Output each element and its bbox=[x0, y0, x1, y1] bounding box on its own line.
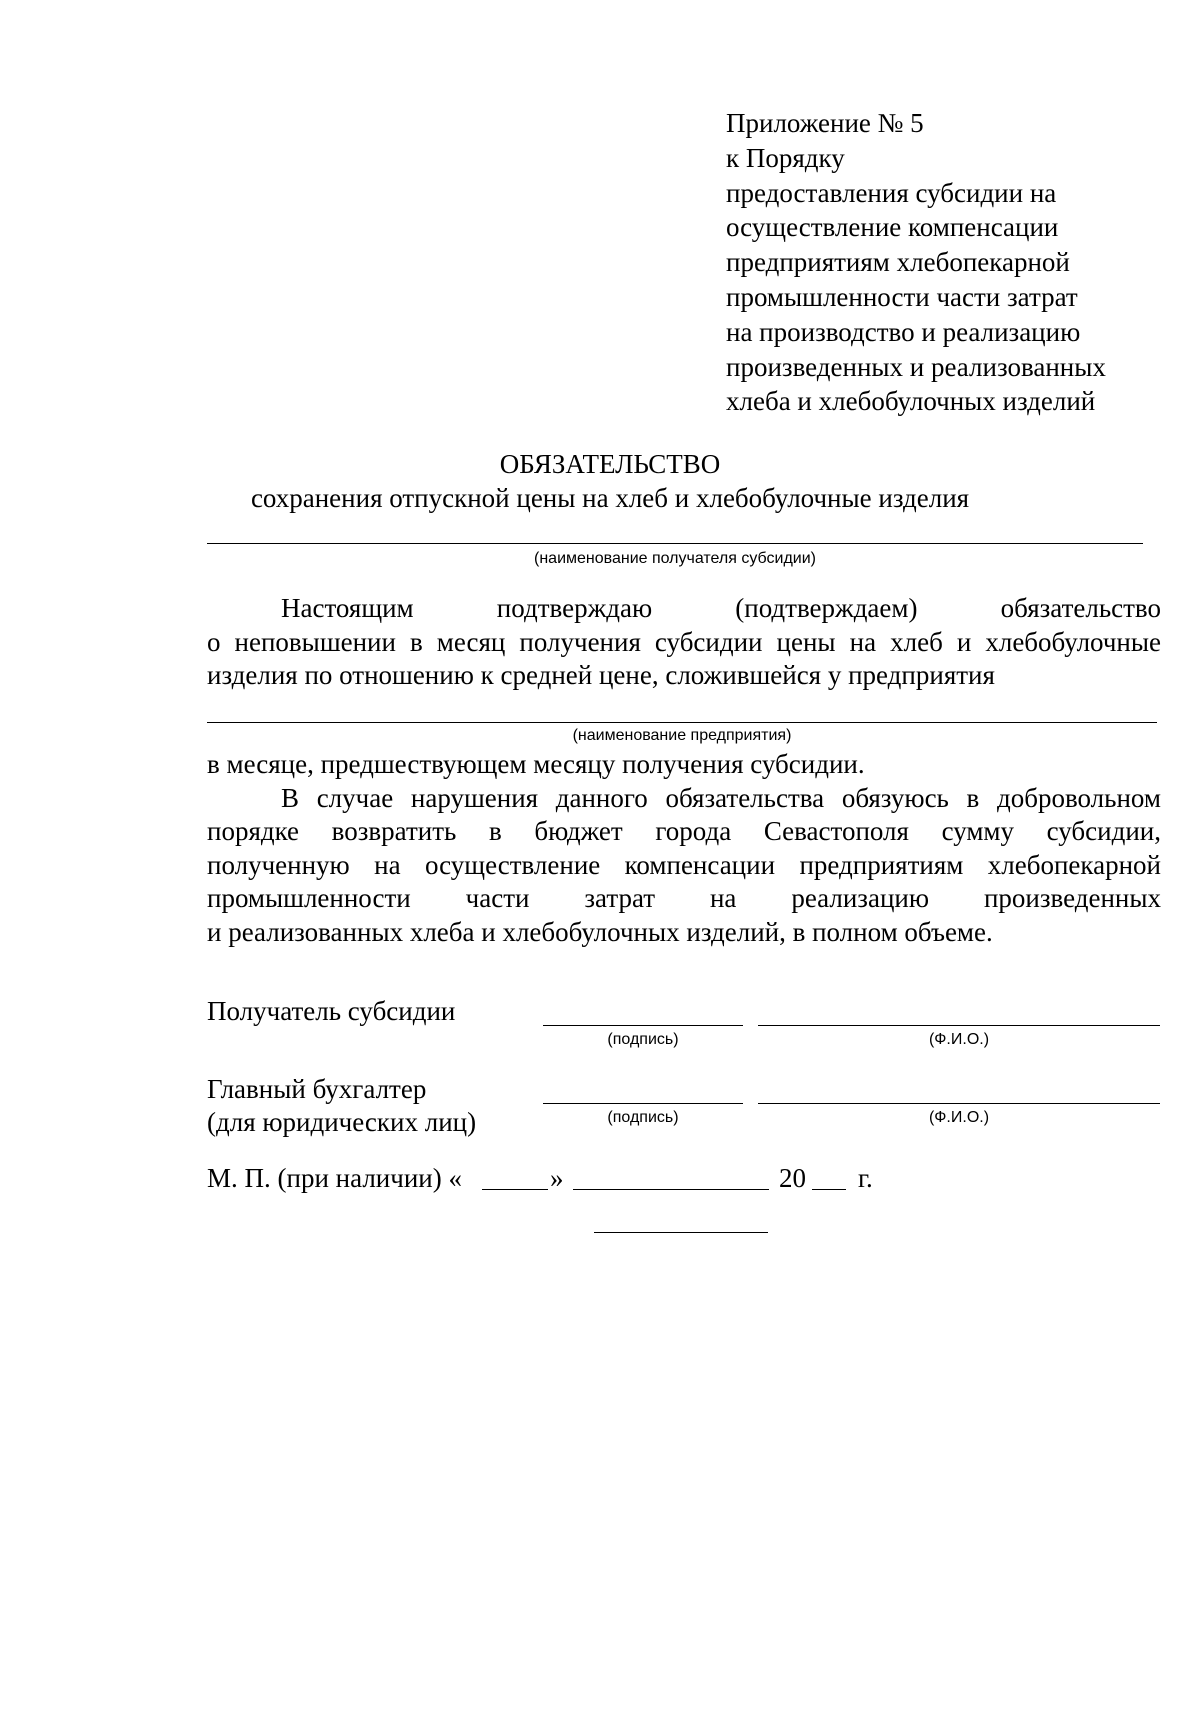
closing-separator bbox=[594, 1232, 768, 1233]
recipient-fio-caption: (Ф.И.О.) bbox=[928, 1031, 990, 1048]
accountant-sublabel: (для юридических лиц) bbox=[207, 1107, 477, 1137]
recipient-signature-line[interactable] bbox=[543, 1025, 743, 1026]
date-year-line[interactable] bbox=[812, 1189, 846, 1190]
appendix-line: к Порядку bbox=[726, 142, 845, 173]
document-title: ОБЯЗАТЕЛЬСТВО bbox=[499, 449, 721, 479]
appendix-header bbox=[726, 106, 1166, 419]
paragraph-line: изделия по отношению к средней цене, сложившейся у предприятия bbox=[207, 660, 995, 690]
paragraph-1 bbox=[207, 592, 1161, 693]
accountant-label: Главный бухгалтер bbox=[207, 1074, 427, 1104]
appendix-line: хлеба и хлебобулочных изделий bbox=[726, 386, 1096, 417]
paragraph-line: и реализованных хлеба и хлебобулочных изделий, в полном объеме. bbox=[207, 916, 993, 947]
paragraph-line: В случае нарушения данного обязательства обязуюсь в добровольном bbox=[281, 782, 1161, 813]
paragraph-line: промышленности части затрат на реализацию произведенных bbox=[207, 883, 1161, 913]
recipient-name-line[interactable] bbox=[207, 543, 1143, 544]
appendix-line: предприятиям хлебопекарной bbox=[726, 247, 1070, 278]
accountant-name-field-line[interactable] bbox=[758, 1103, 1160, 1104]
year-prefix: 20 bbox=[779, 1163, 806, 1193]
paragraph-line: в месяце, предшествующем месяцу получения субсидии. bbox=[207, 749, 865, 779]
date-day-line[interactable] bbox=[482, 1189, 548, 1190]
paragraph-line: порядке возвратить в бюджет города Севастополя сумму субсидии, bbox=[207, 816, 1161, 846]
appendix-line: произведенных и реализованных bbox=[726, 351, 1106, 382]
accountant-signature-caption: (подпись) bbox=[607, 1109, 679, 1126]
paragraph-2 bbox=[207, 748, 1161, 949]
stamp-label: М. П. (при наличии) « bbox=[207, 1163, 462, 1193]
quote-close: » bbox=[550, 1163, 564, 1193]
enterprise-name-line[interactable] bbox=[207, 722, 1157, 723]
appendix-line: промышленности части затрат bbox=[726, 281, 1078, 312]
document-subtitle: сохранения отпускной цены на хлеб и хлебобулочные изделия bbox=[250, 483, 970, 513]
recipient-name-field-line[interactable] bbox=[758, 1025, 1160, 1026]
recipient-name-caption: (наименование получателя субсидии) bbox=[534, 550, 816, 567]
paragraph-line: полученную на осуществление компенсации предприятиям хлебопекарной bbox=[207, 849, 1161, 880]
accountant-fio-caption: (Ф.И.О.) bbox=[928, 1109, 990, 1126]
appendix-line: на производство и реализацию bbox=[726, 316, 1081, 347]
paragraph-line: Настоящим подтверждаю (подтверждаем) обязательство bbox=[281, 593, 1161, 623]
paragraph-line: о неповышении в месяц получения субсидии цены на хлеб и хлебобулочные bbox=[207, 626, 1161, 657]
date-month-line[interactable] bbox=[573, 1189, 769, 1190]
recipient-signature-caption: (подпись) bbox=[607, 1031, 679, 1048]
appendix-line: Приложение № 5 bbox=[726, 108, 924, 138]
year-suffix: г. bbox=[858, 1163, 873, 1193]
appendix-line: осуществление компенсации bbox=[726, 212, 1059, 243]
accountant-signature-line[interactable] bbox=[543, 1103, 743, 1104]
appendix-line: предоставления субсидии на bbox=[726, 177, 1057, 208]
enterprise-name-caption: (наименование предприятия) bbox=[572, 727, 792, 744]
recipient-label: Получатель субсидии bbox=[207, 996, 456, 1026]
